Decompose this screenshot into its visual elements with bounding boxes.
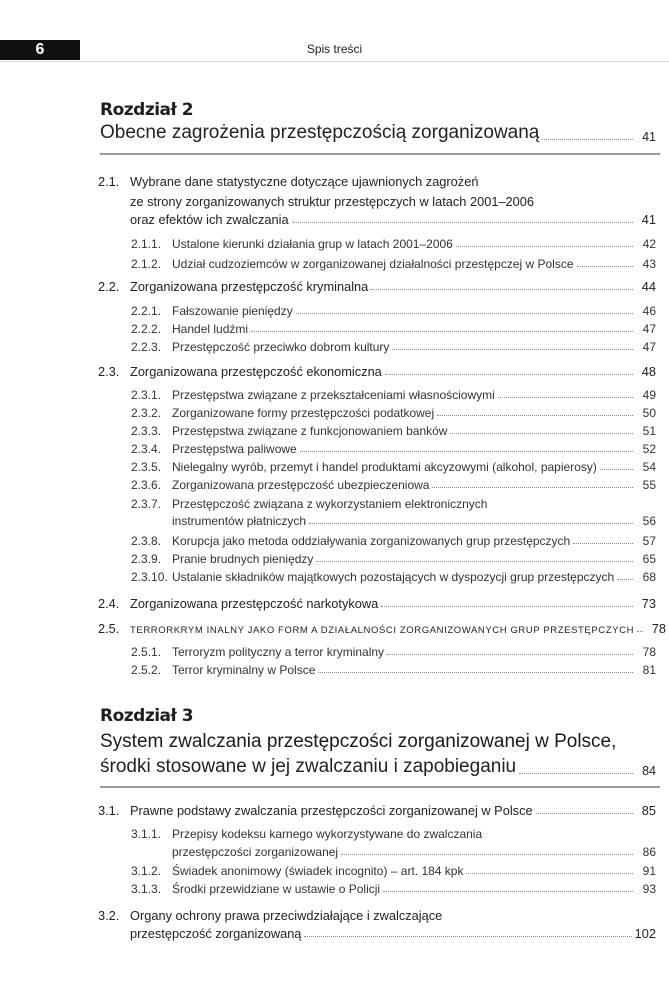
leader-dots xyxy=(637,631,643,632)
toc-number: 2.2.1. xyxy=(131,304,162,318)
leader-dots xyxy=(498,397,633,398)
chapter-3-title-row[interactable] xyxy=(100,756,656,778)
leader-dots xyxy=(383,891,633,892)
toc-text: oraz efektów ich zwalczania xyxy=(130,212,289,227)
toc-text: Zorganizowana przestępczość ubezpieczeniowa xyxy=(172,478,430,492)
toc-text: Przestępstwa paliwowe xyxy=(172,442,297,456)
toc-page: 50 xyxy=(642,406,656,420)
leader-dots xyxy=(341,854,633,855)
toc-text: Zorganizowana przestępczość ekonomiczna xyxy=(130,364,382,379)
running-header-title: Spis treści xyxy=(306,42,363,56)
leader-dots xyxy=(437,415,633,416)
toc-page: 52 xyxy=(642,442,656,456)
toc-page: 54 xyxy=(642,460,656,474)
toc-page: 68 xyxy=(642,570,656,584)
toc-text-line: Przestępczość związana z wykorzystaniem elektronicznych xyxy=(172,497,488,511)
toc-number: 2.5.1. xyxy=(131,645,162,659)
toc-entry-2-3[interactable] xyxy=(98,364,656,379)
toc-page: 85 xyxy=(641,803,656,818)
chapter-2-title-row[interactable] xyxy=(100,122,656,144)
leader-dots xyxy=(316,561,633,562)
leader-dots xyxy=(600,469,633,470)
leader-dots xyxy=(387,654,633,655)
leader-dots xyxy=(381,606,633,607)
toc-page: 56 xyxy=(642,514,656,528)
toc-text: Ustalanie składników majątkowych pozostających w dyspozycji grup przestępczych xyxy=(172,570,615,584)
toc-number: 2.1.2. xyxy=(131,257,162,271)
toc-number: 2.2.2. xyxy=(131,322,162,336)
toc-number: 2.1.1. xyxy=(131,237,162,251)
toc-entry-3-1[interactable] xyxy=(98,803,656,818)
toc-entry-2-2-1[interactable] xyxy=(131,304,656,318)
toc-entry-2-2[interactable] xyxy=(98,279,656,294)
toc-number: 2.5. xyxy=(98,621,120,636)
toc-page: 44 xyxy=(641,279,656,294)
toc-number: 3.2. xyxy=(98,908,120,923)
toc-text: Udział cudzoziemców w zorganizowanej działalności przestępczej w Polsce xyxy=(172,257,574,271)
toc-number: 2.3.2. xyxy=(131,406,162,420)
toc-text: Nielegalny wyrób, przemyt i handel produktami akcyzowymi (alkohol, papierosy) xyxy=(172,460,597,474)
toc-number: 2.3.4. xyxy=(131,442,162,456)
leader-dots xyxy=(371,289,633,290)
leader-dots xyxy=(318,672,633,673)
toc-number: 2.5.2. xyxy=(131,663,162,677)
toc-text: Przestępczość przeciwko dobrom kultury xyxy=(172,340,390,354)
toc-page: 47 xyxy=(642,322,656,336)
toc-entry-2-1-1[interactable] xyxy=(131,237,656,251)
toc-number: 2.2. xyxy=(98,279,120,294)
toc-text: przestępczość zorganizowaną xyxy=(130,926,302,941)
toc-page: 91 xyxy=(642,864,656,878)
toc-text: Prawne podstawy zwalczania przestępczości zorganizowanej w Polsce xyxy=(130,803,533,818)
toc-number: 2.3.6. xyxy=(131,478,162,492)
toc-text-line: ze strony zorganizowanych struktur przestępczych w latach 2001–2006 xyxy=(130,194,535,209)
toc-entry-2-3-7[interactable] xyxy=(172,514,656,528)
toc-number: 2.3.9. xyxy=(131,552,162,566)
toc-text-line: Przepisy kodeksu karnego wykorzystywane do zwalczania xyxy=(172,827,483,841)
toc-page: 41 xyxy=(641,212,656,227)
toc-page: 93 xyxy=(642,882,656,896)
chapter-3-label: Rozdział 3 xyxy=(100,706,194,726)
toc-number: 2.4. xyxy=(98,596,120,611)
toc-page: 102 xyxy=(634,926,656,941)
toc-number: 2.3.1. xyxy=(131,388,162,402)
toc-entry-3-1-3[interactable] xyxy=(131,882,656,896)
toc-text: przestępczości zorganizowanej xyxy=(172,845,339,859)
toc-number: 2.3.3. xyxy=(131,424,162,438)
leader-dots xyxy=(296,313,633,314)
toc-text: Świadek anonimowy (świadek incognito) – art. 184 kpk xyxy=(172,864,464,878)
toc-entry-2-4[interactable] xyxy=(98,596,656,611)
toc-number: 2.3.10. xyxy=(131,570,168,584)
toc-page: 81 xyxy=(642,663,656,677)
toc-text: Handel ludźmi xyxy=(172,322,249,336)
toc-text: Terroryzm polityczny a terror kryminalny xyxy=(172,645,385,659)
toc-entry-3-2[interactable] xyxy=(130,926,656,941)
leader-dots xyxy=(466,873,633,874)
toc-text: TERRORKRYM INALNY JAKO FORM A DZIAŁALNOŚCI ZORGANIZOWANYCH GRUP PRZESTĘPCZYCH xyxy=(130,625,635,636)
toc-text-line: Wybrane dane statystyczne dotyczące ujawnionych zagrożeń xyxy=(130,174,479,189)
toc-entry-2-5[interactable] xyxy=(98,621,667,636)
toc-text: instrumentów płatniczych xyxy=(172,514,307,528)
toc-entry-2-3-2[interactable] xyxy=(131,406,656,420)
toc-page: 78 xyxy=(651,621,667,636)
leader-dots xyxy=(450,433,633,434)
toc-number: 3.1.1. xyxy=(131,827,162,841)
toc-entry-2-3-5[interactable] xyxy=(131,460,656,474)
toc-entry-2-3-10[interactable] xyxy=(131,570,656,584)
leader-dots xyxy=(536,813,633,814)
toc-entry-2-2-3[interactable] xyxy=(131,340,656,354)
toc-text: Zorganizowane formy przestępczości podatkowej xyxy=(172,406,435,420)
toc-page: 51 xyxy=(642,424,656,438)
toc-text: Pranie brudnych pieniędzy xyxy=(172,552,314,566)
leader-dots xyxy=(309,523,633,524)
toc-entry-3-1-1[interactable] xyxy=(172,845,656,859)
toc-page: 78 xyxy=(642,645,656,659)
chapter-3-divider xyxy=(100,786,660,788)
toc-number: 2.3.5. xyxy=(131,460,162,474)
toc-page: 65 xyxy=(642,552,656,566)
leader-dots xyxy=(300,451,633,452)
toc-text: Fałszowanie pieniędzy xyxy=(172,304,293,318)
toc-text: Zorganizowana przestępczość kryminalna xyxy=(130,279,369,294)
leader-dots xyxy=(304,936,631,937)
toc-text: Terror kryminalny w Polsce xyxy=(172,663,316,677)
toc-number: 3.1.3. xyxy=(131,882,162,896)
toc-text: Przestępstwa związane z funkcjonowaniem banków xyxy=(172,424,448,438)
toc-text: Przestępstwa związane z przekształceniami własnościowymi xyxy=(172,388,495,402)
leader-dots xyxy=(385,374,633,375)
leader-dots xyxy=(456,246,633,247)
toc-page: 86 xyxy=(642,845,656,859)
toc-entry-2-3-4[interactable] xyxy=(131,442,656,456)
toc-number: 2.3.7. xyxy=(131,497,162,511)
chapter-2-title: Obecne zagrożenia przestępczością zorganizowaną xyxy=(100,122,540,143)
chapter-2-divider xyxy=(100,153,660,155)
leader-dots xyxy=(577,266,633,267)
toc-text: Korupcja jako metoda oddziaływania zorganizowanych grup przestępczych xyxy=(172,534,571,548)
page-number: 6 xyxy=(0,40,80,60)
toc-page: 42 xyxy=(642,237,656,251)
leader-dots xyxy=(251,331,633,332)
toc-text-line: Organy ochrony prawa przeciwdziałające i zwalczające xyxy=(130,908,443,923)
leader-dots xyxy=(432,487,633,488)
leader-dots xyxy=(542,139,633,140)
toc-page: 57 xyxy=(642,534,656,548)
toc-text: Środki przewidziane w ustawie o Policji xyxy=(172,882,381,896)
toc-number: 2.1. xyxy=(98,174,120,189)
toc-number: 3.1.2. xyxy=(131,864,162,878)
toc-page: 46 xyxy=(642,304,656,318)
leader-dots xyxy=(292,222,633,223)
chapter-2-label: Rozdział 2 xyxy=(100,100,194,120)
leader-dots xyxy=(392,349,633,350)
toc-entry-2-5-2[interactable] xyxy=(131,663,656,677)
toc-entry-2-1[interactable] xyxy=(130,212,656,227)
leader-dots xyxy=(617,579,633,580)
toc-page: 47 xyxy=(642,340,656,354)
toc-text: Zorganizowana przestępczość narkotykowa xyxy=(130,596,379,611)
toc-entry-2-2-2[interactable] xyxy=(131,322,656,336)
header-divider xyxy=(0,61,669,62)
toc-entry-3-1-2[interactable] xyxy=(131,864,656,878)
toc-page: 73 xyxy=(641,596,656,611)
toc-entry-2-3-9[interactable] xyxy=(131,552,656,566)
toc-entry-2-5-1[interactable] xyxy=(131,645,656,659)
chapter-3-title-line: System zwalczania przestępczości zorganizowanej w Polsce, xyxy=(100,731,617,752)
toc-number: 2.3.8. xyxy=(131,534,162,548)
toc-page: 43 xyxy=(642,257,656,271)
toc-number: 2.2.3. xyxy=(131,340,162,354)
toc-entry-2-3-6[interactable] xyxy=(131,478,656,492)
toc-page: 49 xyxy=(642,388,656,402)
toc-page: 48 xyxy=(641,364,656,379)
toc-number: 2.3. xyxy=(98,364,120,379)
chapter-3-title: środki stosowane w jej zwalczaniu i zapobieganiu xyxy=(100,756,517,777)
leader-dots xyxy=(519,773,633,774)
toc-entry-2-1-2[interactable] xyxy=(131,257,656,271)
toc-text: Ustalone kierunki działania grup w latach 2001–2006 xyxy=(172,237,453,251)
toc-page: 55 xyxy=(642,478,656,492)
toc-entry-2-3-3[interactable] xyxy=(131,424,656,438)
toc-entry-2-3-8[interactable] xyxy=(131,534,656,548)
toc-number: 3.1. xyxy=(98,803,120,818)
leader-dots xyxy=(573,543,633,544)
chapter-3-page: 84 xyxy=(642,764,656,778)
chapter-2-page: 41 xyxy=(642,130,656,144)
toc-entry-2-3-1[interactable] xyxy=(131,388,656,402)
